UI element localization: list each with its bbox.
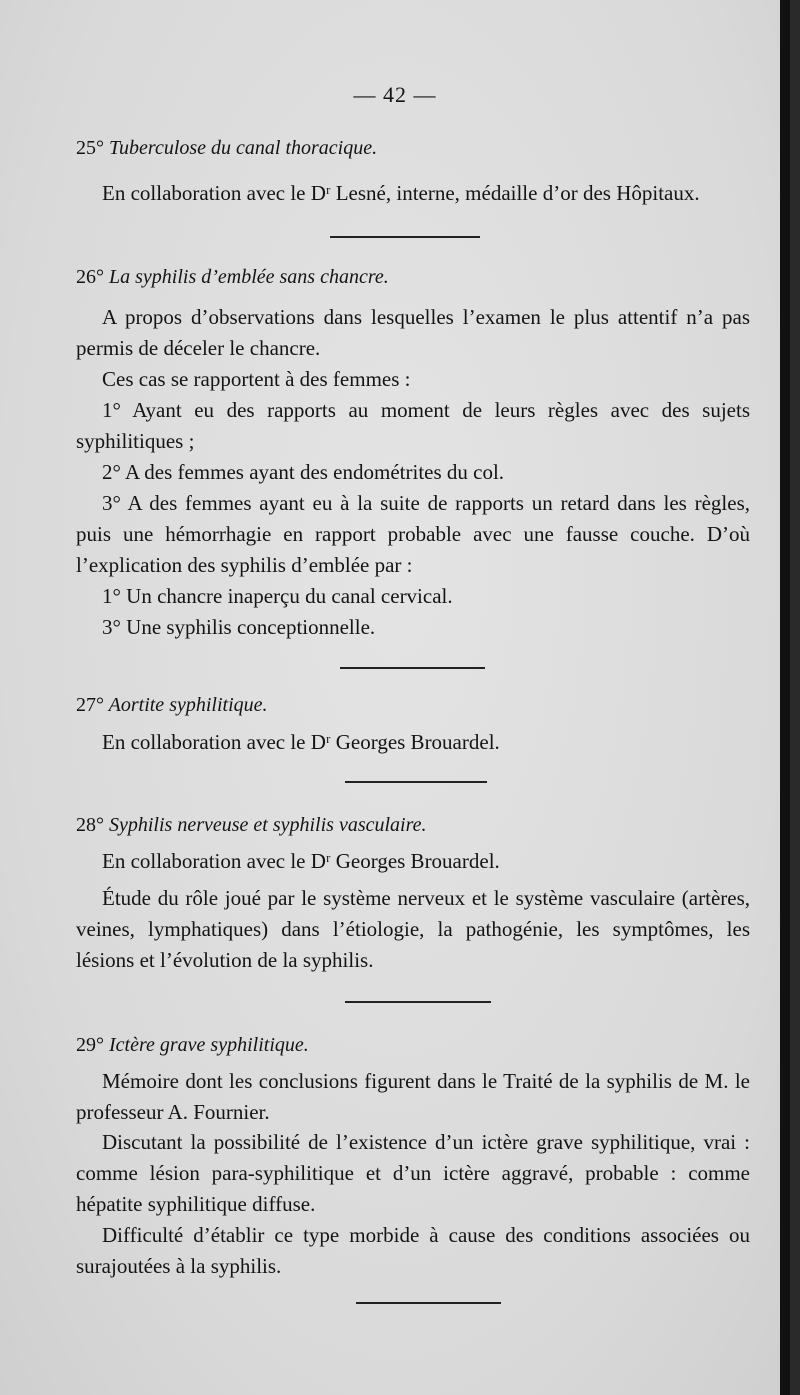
section-title-text: Aortite syphilitique.	[108, 694, 268, 716]
page-edge-shadow	[780, 0, 790, 1395]
paragraph: En collaboration avec le Dʳ Georges Brouardel.	[102, 730, 500, 754]
section-title-28	[76, 810, 750, 841]
section-divider	[330, 236, 480, 238]
paragraph: Ces cas se rapportent à des femmes :	[102, 367, 411, 391]
paragraph: 3° Une syphilis conceptionnelle.	[102, 615, 376, 639]
section-number: 26°	[76, 266, 104, 288]
paragraph: En collaboration avec le Dʳ Lesné, interne, médaille d’or des Hôpitaux.	[102, 181, 700, 205]
section-title-26	[76, 262, 750, 293]
section-number: 27°	[76, 694, 104, 716]
section-title-text: Tuberculose du canal thoracique.	[109, 137, 378, 159]
section-title-text: La syphilis d’emblée sans chancre.	[109, 266, 389, 288]
section-number: 29°	[76, 1034, 104, 1056]
paragraph: Étude du rôle joué par le système nerveux et le système vasculaire (artères, veines, lymphatiques) dans l’étiologie, la pathogénie, les symptômes, les lésions et l’évolution de la syphilis.	[76, 886, 750, 972]
paragraph: 3° A des femmes ayant eu à la suite de rapports un retard dans les règles, puis une hémorrhagie en rapport probable avec une fausse couche. D’où l’explication des syphilis d’emblée par :	[76, 491, 750, 577]
section-divider	[356, 1302, 501, 1304]
section-title-27	[76, 690, 750, 721]
paragraph: 1° Ayant eu des rapports au moment de leurs règles avec des sujets syphilitiques ;	[76, 398, 750, 453]
section-title-text: Ictère grave syphilitique.	[109, 1034, 309, 1056]
paragraph: A propos d’observations dans lesquelles l’examen le plus attentif n’a pas permis de déceler le chancre.	[76, 305, 750, 360]
section-title-25	[76, 133, 750, 164]
paragraph: Mémoire dont les conclusions figurent dans le Traité de la syphilis de M. le professeur A. Fournier.	[76, 1069, 750, 1124]
section-divider	[345, 781, 487, 783]
paragraph: En collaboration avec le Dʳ Georges Brouardel.	[102, 849, 500, 873]
paragraph: 1° Un chancre inaperçu du canal cervical.	[102, 584, 453, 608]
paragraph: 2° A des femmes ayant des endométrites du col.	[102, 460, 505, 484]
section-number: 25°	[76, 137, 104, 159]
section-title-29	[76, 1030, 750, 1061]
paragraph: Difficulté d’établir ce type morbide à cause des conditions associées ou surajoutées à la syphilis.	[76, 1223, 750, 1278]
section-title-text: Syphilis nerveuse et syphilis vasculaire.	[109, 814, 427, 836]
section-divider	[340, 667, 485, 669]
paragraph: Discutant la possibilité de l’existence d’un ictère grave syphilitique, vrai : comme lésion para-syphilitique et d’un ictère aggravé, probable : comme hépatite syphilitique diffuse.	[76, 1130, 750, 1216]
page-number: — 42 —	[353, 82, 437, 107]
section-divider	[345, 1001, 491, 1003]
section-number: 28°	[76, 814, 104, 836]
